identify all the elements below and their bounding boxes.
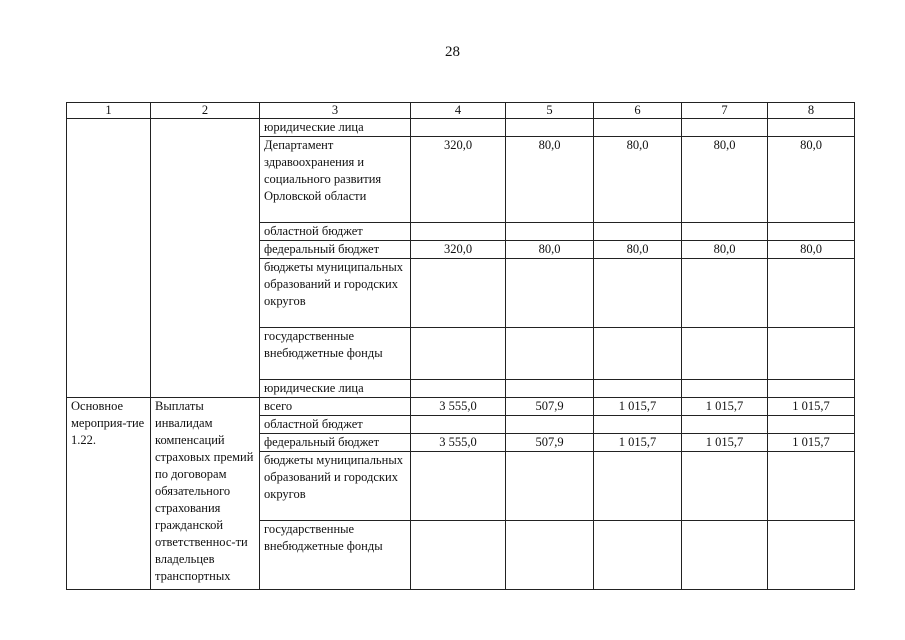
- value-cell: 320,0: [411, 241, 506, 259]
- value-cell: [594, 259, 682, 328]
- value-cell: 1 015,7: [682, 434, 768, 452]
- value-cell: [594, 416, 682, 434]
- value-cell: [411, 328, 506, 380]
- funding-source-cell: областной бюджет: [260, 223, 411, 241]
- value-cell: [768, 119, 855, 137]
- header-cell: 6: [594, 103, 682, 119]
- value-cell: 80,0: [768, 241, 855, 259]
- value-cell: [594, 223, 682, 241]
- funding-source-cell: государственные внебюджетные фонды: [260, 328, 411, 380]
- value-cell: 80,0: [594, 241, 682, 259]
- funding-source-cell: бюджеты муниципальных образований и городских округов: [260, 452, 411, 521]
- table-row: [67, 398, 855, 416]
- value-cell: [768, 328, 855, 380]
- value-cell: [411, 521, 506, 590]
- value-cell: 80,0: [594, 137, 682, 223]
- value-cell: 80,0: [768, 137, 855, 223]
- description-cell-empty: [151, 119, 260, 398]
- value-cell: [594, 521, 682, 590]
- value-cell: [682, 223, 768, 241]
- value-cell: 80,0: [682, 137, 768, 223]
- value-cell: [594, 328, 682, 380]
- table-row: [67, 119, 855, 137]
- header-cell: 2: [151, 103, 260, 119]
- value-cell: 80,0: [682, 241, 768, 259]
- value-cell: [768, 416, 855, 434]
- header-cell: 8: [768, 103, 855, 119]
- value-cell: 80,0: [506, 241, 594, 259]
- header-cell: 4: [411, 103, 506, 119]
- funding-source-cell: юридические лица: [260, 119, 411, 137]
- value-cell: [506, 452, 594, 521]
- value-cell: [768, 380, 855, 398]
- value-cell: [506, 521, 594, 590]
- value-cell: [682, 119, 768, 137]
- value-cell: [682, 259, 768, 328]
- funding-source-cell: федеральный бюджет: [260, 241, 411, 259]
- value-cell: [682, 452, 768, 521]
- value-cell: [506, 416, 594, 434]
- value-cell: 320,0: [411, 137, 506, 223]
- header-cell: 7: [682, 103, 768, 119]
- value-cell: [768, 223, 855, 241]
- value-cell: [682, 521, 768, 590]
- value-cell: [506, 380, 594, 398]
- value-cell: [411, 380, 506, 398]
- value-cell: [768, 521, 855, 590]
- page-number: 28: [445, 44, 460, 60]
- header-cell: 3: [260, 103, 411, 119]
- value-cell: [506, 223, 594, 241]
- funding-source-cell: государственные внебюджетные фонды: [260, 521, 411, 590]
- description-cell: Выплаты инвалидам компенсаций страховых премий по договорам обязательного страхования гражданской ответственнос-ти владельцев транспортных: [151, 398, 260, 590]
- value-cell: [411, 259, 506, 328]
- value-cell: [682, 416, 768, 434]
- activity-cell: Основное мероприя-тие 1.22.: [67, 398, 151, 590]
- value-cell: [506, 119, 594, 137]
- value-cell: 1 015,7: [682, 398, 768, 416]
- value-cell: [594, 452, 682, 521]
- value-cell: [411, 416, 506, 434]
- value-cell: [411, 223, 506, 241]
- budget-table: [66, 102, 855, 590]
- value-cell: 507,9: [506, 398, 594, 416]
- funding-source-cell: юридические лица: [260, 380, 411, 398]
- value-cell: [506, 328, 594, 380]
- header-cell: 1: [67, 103, 151, 119]
- value-cell: [768, 452, 855, 521]
- header-row: [67, 103, 855, 119]
- value-cell: [411, 452, 506, 521]
- value-cell: [682, 328, 768, 380]
- value-cell: 1 015,7: [594, 434, 682, 452]
- funding-source-cell: всего: [260, 398, 411, 416]
- value-cell: 507,9: [506, 434, 594, 452]
- value-cell: [594, 119, 682, 137]
- value-cell: [594, 380, 682, 398]
- funding-source-cell: бюджеты муниципальных образований и городских округов: [260, 259, 411, 328]
- value-cell: 1 015,7: [594, 398, 682, 416]
- value-cell: [682, 380, 768, 398]
- value-cell: 3 555,0: [411, 434, 506, 452]
- value-cell: 80,0: [506, 137, 594, 223]
- value-cell: [768, 259, 855, 328]
- value-cell: 1 015,7: [768, 398, 855, 416]
- activity-cell-empty: [67, 119, 151, 398]
- value-cell: [506, 259, 594, 328]
- header-cell: 5: [506, 103, 594, 119]
- funding-source-cell: федеральный бюджет: [260, 434, 411, 452]
- value-cell: 1 015,7: [768, 434, 855, 452]
- funding-source-cell: Департамент здравоохранения и социального развития Орловской области: [260, 137, 411, 223]
- funding-source-cell: областной бюджет: [260, 416, 411, 434]
- value-cell: 3 555,0: [411, 398, 506, 416]
- value-cell: [411, 119, 506, 137]
